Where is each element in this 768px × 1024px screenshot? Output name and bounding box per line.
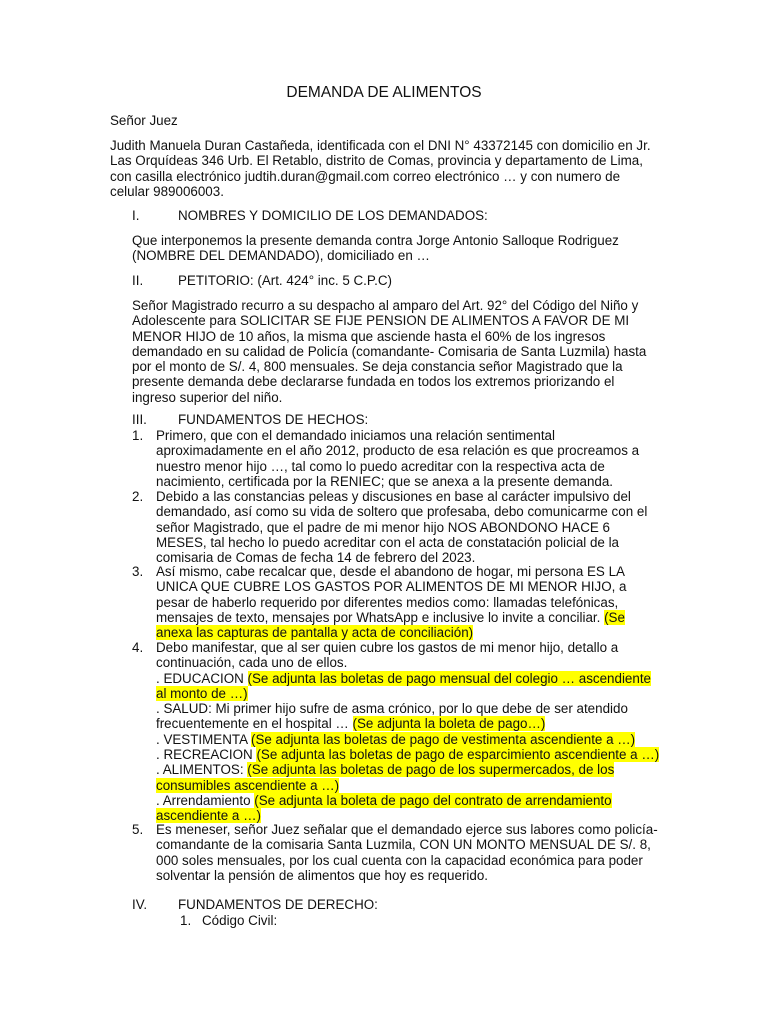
list-item-text: [156, 564, 660, 640]
list-item-2: [132, 489, 660, 565]
highlighted-note: (Se adjunta la boleta de pago…): [352, 716, 546, 732]
expense-label: . VESTIMENTA: [156, 731, 251, 747]
list-number: 2.: [132, 489, 144, 504]
highlighted-note: (Se anexa las capturas de pantalla y acta de conciliación): [156, 609, 625, 641]
section-2-text: Señor Magistrado recurro a su despacho al amparo del Art. 92° del Código del Niño y Adolescente para SOLICITAR SE FIJE PENSION DE ALIMENTOS A FAVOR DE MI MENOR HIJO de 10 años, la misma que asciende hasta el 60% de los ingresos demandado en su calidad de Policía (comandante- Comisaria de Santa Luzmila) hasta por el monto de S/. 4, 800 mensuales. Se deja constancia señor Magistrado que la presente demanda debe declararse fundada en todos los extremos priorizando el ingreso superior del niño.: [132, 298, 647, 405]
list-number: 1.: [132, 428, 144, 443]
item-text: Así mismo, cabe recalcar que, desde el abandono de hogar, mi persona ES LA UNICA QUE CUBRE LOS GASTOS POR ALIMENTOS DE MI MENOR HIJO, a pesar de haberlo requerido por diferentes medios como: llamadas telefónicas, mensajes de texto, mensajes por WhatsApp e inclusive lo invite a conciliar.: [156, 564, 627, 625]
salutation: Señor Juez: [110, 113, 178, 128]
subsection-codigo-civil: [180, 913, 277, 928]
section-title: FUNDAMENTOS DE HECHOS:: [178, 412, 369, 427]
expense-recreacion: [156, 747, 660, 762]
list-number: 1.: [180, 913, 192, 928]
expense-salud: [156, 701, 660, 732]
highlighted-note: (Se adjunta las boletas de pago de vestimenta ascendiente a …): [251, 731, 636, 747]
list-item-3: [132, 564, 660, 640]
list-number: 5.: [132, 822, 144, 837]
section-number: III.: [132, 412, 147, 427]
list-item-text: Es meneser, señor Juez señalar que el demandado ejerce sus labores como policía-comandante de la comisaria Santa Luzmila, CON UN MONTO MENSUAL DE S/. 8, 000 soles mensuales, por los cual cuenta con la capacidad económica para poder solventar la pensión de alimentos que hoy es requerido.: [156, 822, 658, 883]
list-item-5: [132, 822, 660, 883]
list-item-text: [156, 640, 660, 824]
document-title: DEMANDA DE ALIMENTOS: [286, 84, 482, 101]
list-item-text: Primero, que con el demandado iniciamos una relación sentimental aproximadamente en el año 2012, producto de esa relación es que procreamos a nuestro menor hijo …, tal como lo puedo acreditar con la respectiva acta de nacimiento, certificada por la RENIEC; que se anexa a la presente demanda.: [156, 428, 640, 489]
item-text: Debo manifestar, que al ser quien cubre los gastos de mi menor hijo, detallo a continuación, cada uno de ellos.: [156, 640, 619, 671]
list-item-1: [132, 428, 660, 489]
highlighted-note: (Se adjunta las boletas de pago mensual del colegio … ascendiente al monto de …): [156, 670, 651, 701]
list-item-4: [132, 640, 660, 824]
section-2-heading: [132, 273, 392, 288]
expense-arrendamiento: [156, 793, 660, 824]
section-number: I.: [132, 208, 140, 223]
expense-label: . Arrendamiento: [156, 792, 255, 808]
section-number: IV.: [132, 897, 148, 912]
expense-label: . EDUCACION: [156, 670, 248, 686]
section-number: II.: [132, 273, 144, 288]
section-title: PETITORIO: (Art. 424° inc. 5 C.P.C): [178, 273, 392, 288]
expense-vestimenta: [156, 732, 660, 747]
subsection-title: Código Civil:: [202, 913, 278, 928]
section-3-heading: [132, 412, 368, 427]
intro-paragraph: Judith Manuela Duran Castañeda, identificada con el DNI N° 43372145 con domicilio en Jr. Las Orquídeas 346 Urb. El Retablo, distrito de Comas, provincia y departamento de Lima, con casilla electrónico judtih.duran@gmail.com correo electrónico … y con numero de celular 989006003.: [110, 138, 651, 199]
list-number: 4.: [132, 640, 144, 655]
section-title: FUNDAMENTOS DE DERECHO:: [178, 897, 378, 912]
list-item-text: Debido a las constancias peleas y discusiones en base al carácter impulsivo del demandado, así como su vida de soltero que profesaba, debo comunicarme con el señor Magistrado, que el padre de mi menor hijo NOS ABONDONO HACE 6 MESES, tal hecho lo puedo acreditar con el acta de constatación policial de la comisaria de Comas de fecha 14 de febrero del 2023.: [156, 489, 648, 566]
expense-label: . ALIMENTOS:: [156, 762, 248, 778]
expense-alimentos: [156, 762, 660, 793]
section-4-heading: [132, 897, 378, 912]
expense-educacion: [156, 671, 660, 702]
section-title: NOMBRES Y DOMICILIO DE LOS DEMANDADOS:: [178, 208, 488, 223]
section-1-text: Que interponemos la presente demanda contra Jorge Antonio Salloque Rodriguez (NOMBRE DEL DEMANDADO), domiciliado en …: [132, 233, 619, 264]
list-number: 3.: [132, 564, 144, 579]
section-1-heading: [132, 208, 488, 223]
expense-label: . SALUD: Mi primer hijo sufre de asma crónico, por lo que debe de ser atendido frecuentemente en el hospital …: [156, 701, 628, 732]
highlighted-note: (Se adjunta las boletas de pago de esparcimiento ascendiente a …): [256, 747, 660, 763]
expense-label: . RECREACION: [156, 747, 257, 763]
highlighted-note: (Se adjunta la boleta de pago del contrato de arrendamiento ascendiente a …): [156, 792, 612, 824]
highlighted-note: (Se adjunta las boletas de pago de los supermercados, de los consumibles ascendiente a …): [156, 762, 615, 793]
